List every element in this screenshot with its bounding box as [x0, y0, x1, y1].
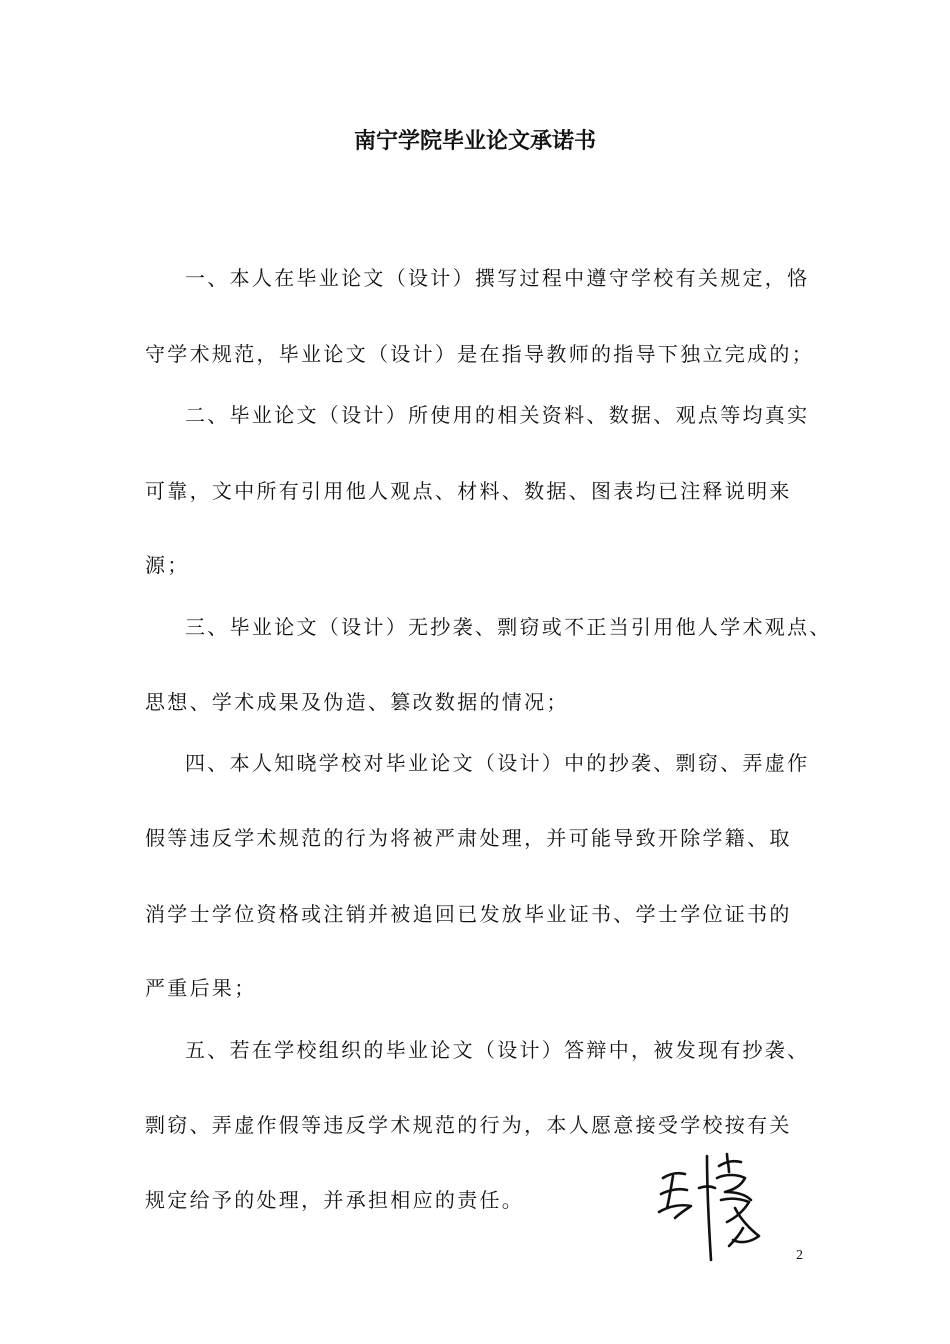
clause-5-line-2: 剽窃、弄虚作假等违反学术规范的行为，本人愿意接受学校按有关: [145, 1113, 792, 1137]
clause-5-line-3: 规定给予的处理，并承担相应的责任。: [145, 1188, 525, 1212]
clause-3-line-1: 三、毕业论文（设计）无抄袭、剽窃或不正当引用他人学术观点、: [185, 615, 832, 639]
clause-4-line-1: 四、本人知晓学校对毕业论文（设计）中的抄袭、剽窃、弄虚作: [185, 751, 810, 775]
clause-4-line-2: 假等违反学术规范的行为将被严肃处理，并可能导致开除学籍、取: [145, 826, 792, 850]
clause-2-line-3: 源；: [145, 553, 190, 577]
document-title: 南宁学院毕业论文承诺书: [353, 129, 596, 154]
clause-1-line-1: 一、本人在毕业论文（设计）撰写过程中遵守学校有关规定，恪: [185, 266, 810, 290]
clause-5-line-1: 五、若在学校组织的毕业论文（设计）答辩中，被发现有抄袭、: [185, 1038, 810, 1062]
handwritten-signature: [655, 1148, 765, 1268]
page-number: 2: [796, 1248, 803, 1263]
clause-1-line-2: 守学术规范，毕业论文（设计）是在指导教师的指导下独立完成的；: [145, 342, 814, 366]
clause-2-line-2: 可靠，文中所有引用他人观点、材料、数据、图表均已注释说明来: [145, 479, 792, 503]
clause-4-line-4: 严重后果；: [145, 976, 257, 1000]
clause-3-line-2: 思想、学术成果及伪造、篡改数据的情况；: [145, 690, 569, 714]
clause-2-line-1: 二、毕业论文（设计）所使用的相关资料、数据、观点等均真实: [185, 403, 810, 427]
clause-4-line-3: 消学士学位资格或注销并被追回已发放毕业证书、学士学位证书的: [145, 902, 792, 926]
